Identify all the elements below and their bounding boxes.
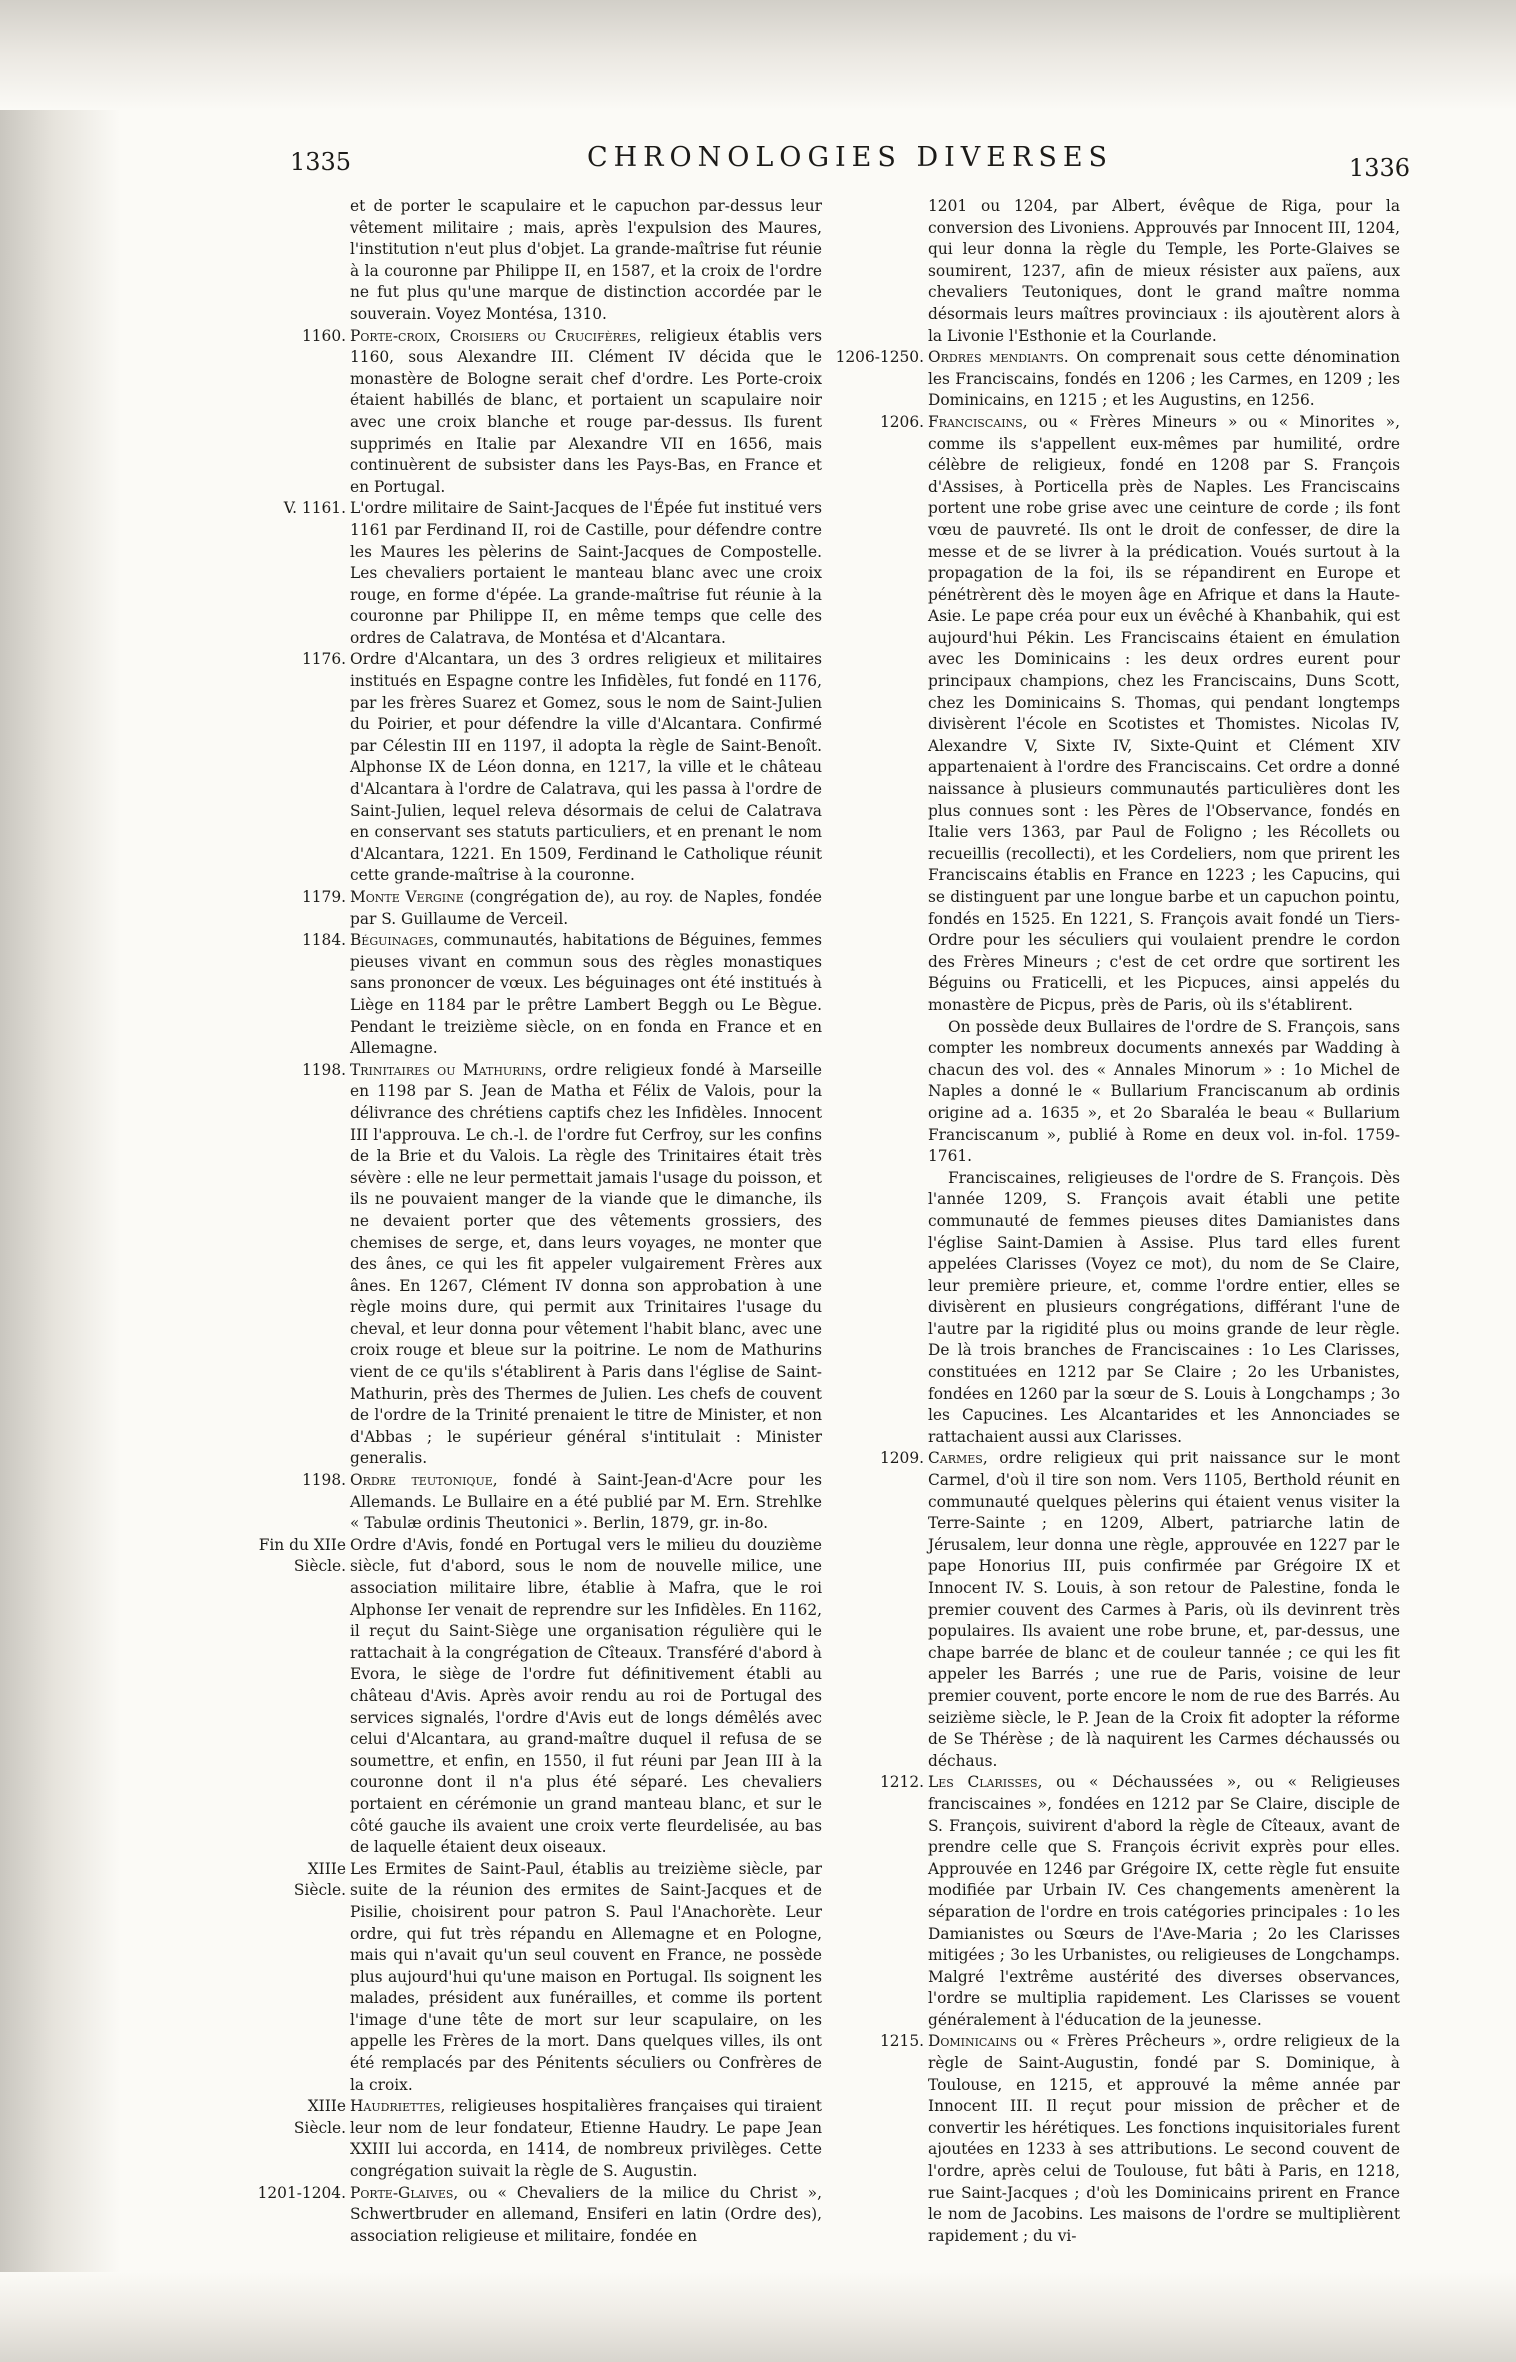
page-number-right: 1336 (1348, 154, 1410, 182)
entry-date: XIIIe Siècle. (293, 2097, 346, 2137)
entry-text: Les Ermites de Saint-Paul, établis au treizième siècle, par suite de la réunion des ermites de Saint-Jacques et de Pisilie, choisirent pour patron S. Paul l'Anachorète. Leur ordre, qui fut très répandu en Allemagne et en Pologne, mais qui n'avait qu'un seul couvent en France, ne possède plus aujourd'hui qu'une maison en Portugal. Ils soignent les malades, président aux funérailles, et comme ils portent l'image d'une tête de mort sur leur scapulaire, on les appelle les Frères de la mort. Dans quelques villes, ils ont été remplacés par des Pénitents séculiers ou Confrères de la croix. (350, 1859, 822, 2094)
chronology-entry (292, 1470, 822, 1535)
chronology-entry (292, 1060, 822, 1470)
entry-date: 1176. (301, 650, 346, 669)
entry-text: religieux établis vers 1160, sous Alexandre III. Clément IV décida que le monastère de Bologne serait chef d'ordre. Les Porte-croix étaient habillés de blanc, et portaient un scapulaire noir avec une croix blanche et rouge par-dessus. Ils furent supprimés en Italie par Alexandre VII en 1656, mais continuèrent de subsister dans les Pays-Bas, en France et en Portugal. (350, 326, 822, 496)
chronology-entry (292, 649, 822, 887)
page-number-left: 1335 (290, 148, 352, 176)
entry-heading: Ordre teutonique, (350, 1471, 498, 1490)
paragraph: On possède deux Bullaires de l'ordre de S. François, sans compter les nombreux documents annexés par Wadding à chacun des vol. des « Annales Minorum » : 1o Michel de Naples a donné le « Bullarium Franciscanum ab ordinis origine ad a. 1635 », et 2o Sbaraléa le beau « Bullarium Franciscanum », publié à Rome en deux vol. in-fol. 1759-1761. (928, 1017, 1400, 1166)
scan-edge-top (0, 0, 1516, 110)
entry-date: 1212. (879, 1773, 924, 1792)
continuation-text: et de porter le scapulaire et le capuchon par-dessus leur vêtement militaire ; mais, après l'expulsion des Maures, l'institution n'eut plus d'objet. La grande-maîtrise fut réunie à la couronne par Philippe II, en 1587, et la croix de l'ordre ne fut plus qu'une marque de distinction accordée par le souverain. Voyez Montésa, 1310. (350, 197, 822, 323)
left-column (257, 196, 822, 2247)
entry-heading: Haudriettes, (350, 2097, 446, 2116)
entry-text: Ordre d'Avis, fondé en Portugal vers le milieu du douzième siècle, fut d'abord, sous le nom de nouvelle milice, une association militaire libre, établie à Mafra, que le roi Alphonse Ier venait de reprendre sur les Infidèles. En 1162, il reçut du Saint-Siège une organisation régulière qui le rattachait à la congrégation de Cîteaux. Transféré d'abord à Evora, le siège de l'ordre fut définitivement établi au château d'Avis. Après avoir rendu au roi de Portugal des services signalés, l'ordre d'Avis eut de longs démêlés avec celui d'Alcantara, au grand-maître duquel il refusa de se soumettre, et enfin, en 1550, il fut réuni par Jean III à la couronne dont il n'a plus été séparé. Les chevaliers portaient en cérémonie un grand manteau blanc, et sur le côté gauche ils avaient une croix verte fleurdelisée, au bas de laquelle étaient deux oiseaux. (350, 1535, 822, 1857)
entry-text: ou « Chevaliers de la milice du Christ », Schwertbruder en allemand, Ensiferi en latin (Ordre des), association religieuse et militaire, fondée en (350, 2183, 822, 2245)
entry-text: fondé à Saint-Jean-d'Acre pour les Allemands. Le Bullaire en a été publié par M. Ern. Strehlke « Tabulæ ordinis Theutonici ». Berlin, 1879, gr. in-8o. (350, 1471, 822, 1533)
entry-heading: Les Clarisses, (928, 1773, 1043, 1792)
entry-date: 1206-1250. (835, 348, 924, 367)
paragraph: Franciscaines, religieuses de l'ordre de S. François. Dès l'année 1209, S. François avait établi une petite communauté de femmes pieuses dites Damianistes dans l'église Saint-Damien à Assise. Plus tard elles furent appelées Clarisses (Voyez ce mot), du nom de Se Claire, leur première prieure, et, comme l'ordre entier, elles se divisèrent en plusieurs congrégations, différant l'une de l'autre par la rigidité plus ou moins grande de leur règle. De là trois branches de Franciscaines : 1o Les Clarisses, constituées en 1212 par Se Claire ; 2o les Urbanistes, fondées en 1260 par la sœur de S. Louis à Longchamps ; 3o les Capucines. Les Alcantarides et les Annonciades se rattachaient aussi aux Clarisses. (928, 1168, 1400, 1446)
entry-date: 1209. (879, 1449, 924, 1468)
entry-date: 1198. (301, 1060, 346, 1079)
continuation-text: 1201 ou 1204, par Albert, évêque de Riga, pour la conversion des Livoniens. Approuvés par Innocent III, 1204, qui leur donna la règle du Temple, les Porte-Glaives se soumirent, 1237, afin de mieux résister aux païens, aux chevaliers Teutoniques, dont le grand maître nomma désormais leurs maîtres provinciaux : ils ajoutèrent alors à la Livonie l'Esthonie et la Courlande. (928, 197, 1400, 345)
chronology-entry (292, 930, 822, 1060)
entry-list (870, 1448, 1400, 2247)
entry-list (835, 347, 1400, 1016)
entry-heading: Ordres mendiants. (928, 348, 1069, 367)
entry-text: communautés, habitations de Béguines, femmes pieuses vivant en commun sous des règles monastiques sans prononcer de vœux. Les béguinages ont été institués à Liège en 1184 par le prêtre Lambert Beggh ou Le Bègue. Pendant le treizième siècle, on en fonda en France et en Allemagne. (350, 931, 822, 1058)
entry-text: ou « Déchaussées », ou « Religieuses franciscaines », fondées en 1212 par Se Claire, disciple de S. François, suivirent d'abord la règle de Cîteaux, avant de prendre celle que S. François écrivit exprès pour elles. Approuvée en 1246 par Grégoire IX, cette règle fut ensuite modifiée par Urbain IV. Ces changements amenèrent la séparation de l'ordre en trois catégories principales : 1o les Damianistes ou Sœurs de l'Ave-Maria ; 2o les Clarisses mitigées ; 3o les Urbanistes, ou religieuses de Longchamps. Malgré l'extrême austérité des diverses observances, l'ordre se multiplia rapidement. Les Clarisses se vouent généralement à l'éducation de la jeunesse. (928, 1773, 1400, 2029)
scan-edge-left (0, 0, 120, 2362)
entry-text: religieuses hospitalières françaises qui tiraient leur nom de leur fondateur, Etienne Haudry. Le pape Jean XXIII lui accorda, en 1414, de nombreux privilèges. Cette congrégation suivait la règle de S. Augustin. (350, 2097, 822, 2181)
entry-text: (congrégation de), au roy. de Naples, fondée par S. Guillaume de Verceil. (350, 888, 822, 928)
entry-date: V. 1161. (283, 499, 346, 518)
entry-heading: Porte-Glaives, (350, 2183, 459, 2202)
chronology-entry (870, 2031, 1400, 2247)
entry-text: ordre religieux qui prit naissance sur le mont Carmel, d'où il tire son nom. Vers 1105, Berthold réunit en communauté quelques pèlerins qui étaient venus visiter la Terre-Sainte ; en 1209, Albert, patriarche latin de Jérusalem, leur donna une règle, approuvée en 1227 par le pape Honorius III, puis confirmée par Grégoire IX et Innocent IV. S. Louis, à son retour de Palestine, fonda le premier couvent des Carmes à Paris, où ils devinrent très populaires. Ils avaient une robe brune, et, par-dessus, une chape barrée de blanc et de couleur tannée ; ce qui les fit appeler les Barrés ; une rue de Paris, voisine de leur premier couvent, porte encore le nom de rue des Barrés. Au seizième siècle, le P. Jean de la Croix fit adopter la réforme de Se Thérèse ; de là naquirent les Carmes déchaussés ou déchaus. (928, 1449, 1400, 1770)
chronology-entry (870, 412, 1400, 1017)
entry-text: ou « Frères Mineurs » ou « Minorites », comme ils s'appellent eux-mêmes par humilité, ordre célèbre de religieux, fondé en 1208 par S. François d'Assises, à Porticella près de Naples. Les Franciscains portent une robe grise avec une ceinture de corde ; ils font vœu de pauvreté. Ils ont le droit de confesser, de dire la messe et de se livrer à la prédication. Voués surtout à la propagation de la foi, ils se répandirent en Europe et pénétrèrent dès le moyen âge en Afrique et dans la Haute-Asie. Le pape créa pour eux un évêché à Khanbahik, qui est aujourd'hui Pékin. Les Franciscains étaient en émulation avec les Dominicains : les deux ordres eurent pour principaux champions, chez les Franciscains, Duns Scott, chez les Dominicains S. Thomas, qui pendant longtemps divisèrent l'école en Scotistes et Thomistes. Nicolas IV, Alexandre V, Sixte IV, Sixte-Quint et Clément XIV appartenaient à l'ordre des Franciscains. Cet ordre a donné naissance à plusieurs communautés particulières dont les plus connues sont : les Pères de l'Observance, fondés en Italie vers 1363, par Paul de Foligno ; les Récollets ou recueillis (recollecti), et les Cordeliers, nom que prirent les Franciscains établis en France en 1223 ; les Capucins, qui se distinguent par une longue barbe et un capuchon pointu, fondés en 1525. En 1221, S. François avait fondé un Tiers-Ordre pour les séculiers qui voulaient prendre le cordon des Frères Mineurs ; c'est de cet ordre que sortirent les Béguins ou Fraticelli, et les Picpuces, ainsi appelés du monastère de Picpus, près de Paris, où ils s'établirent. (928, 412, 1400, 1014)
entry-text: On comprenait sous cette dénomination les Franciscains, fondés en 1206 ; les Carmes, en 1209 ; les Dominicains, en 1215 ; et les Augustins, en 1256. (928, 348, 1400, 410)
entry-heading: Porte-croix, Croisiers ou Crucifères, (350, 326, 642, 345)
scan-edge-bottom (0, 2272, 1516, 2362)
entry-heading: Franciscains, (928, 412, 1028, 431)
entry-text: ordre religieux fondé à Marseille en 1198 par S. Jean de Matha et Félix de Valois, pour la délivrance des chrétiens captifs chez les Infidèles. Innocent III l'approuva. Le ch.-l. de l'ordre fut Cerfroy, sur les confins de la Brie et du Valois. La règle des Trinitaires était très sévère : elle ne leur permettait jamais l'usage du poisson, et ils ne pouvaient manger de la viande que le dimanche, ils ne devaient porter que des vêtements grossiers, des chemises de serge, et, dans leurs voyages, ne monter que des ânes, ce qui les fit appeler vulgairement Frères aux ânes. En 1267, Clément IV donna son approbation à une règle moins dure, qui permit aux Trinitaires l'usage du cheval, et leur donna pour vêtement l'habit blanc, avec une croix rouge et bleue sur la poitrine. Le nom de Mathurins vient de ce qu'ils s'établirent à Paris dans l'église de Saint-Mathurin, près des Thermes de Julien. Les chefs de couvent de l'ordre de la Trinité prenaient le titre de Minister, et non d'Abbas ; le supérieur général s'intitulait : Minister generalis. (350, 1060, 822, 1468)
entry-heading: Carmes, (928, 1449, 988, 1468)
entry-text: L'ordre militaire de Saint-Jacques de l'Épée fut institué vers 1161 par Ferdinand II, roi de Castille, pour défendre contre les Maures les pèlerins de Saint-Jacques de Compostelle. Les chevaliers portaient le manteau blanc avec une croix rouge, en forme d'épée. La grande-maîtrise fut réunie à la couronne par Philippe II, en même temps que celle des ordres de Calatrava, de Montésa et d'Alcantara. (350, 499, 822, 647)
chronology-entry (283, 498, 822, 649)
entry-heading: Monte Vergine (350, 888, 464, 906)
entry-date: 1198. (301, 1471, 346, 1490)
chronology-entry (257, 2183, 822, 2248)
chronology-entry (292, 2096, 822, 2182)
page-header (290, 142, 1410, 182)
entry-date: 1160. (301, 326, 346, 345)
chronology-entry (292, 887, 822, 930)
running-title: CHRONOLOGIES DIVERSES (586, 142, 1114, 173)
entry-text: Ordre d'Alcantara, un des 3 ordres religieux et militaires institués en Espagne contre les Infidèles, fut fondé en 1176, par les frères Suarez et Gomez, sous le nom de Saint-Julien du Poirier, et pour défendre la ville d'Alcantara. Confirmé par Célestin III en 1197, il adopta la règle de Saint-Benoît. Alphonse IX de Léon donna, en 1217, la ville et le château d'Alcantara à l'ordre de Calatrava, qui les passa à l'ordre de Saint-Julien, lequel releva désormais de celui de Calatrava en conservant ses statuts particuliers, et en prenant le nom d'Alcantara, 1221. En 1509, Ferdinand le Catholique réunit cette grande-maîtrise à la couronne. (350, 650, 822, 885)
entry-heading: Béguinages, (350, 931, 439, 950)
entry-list (257, 326, 822, 2248)
entry-heading: Trinitaires ou Mathurins, (350, 1060, 547, 1079)
entry-date: 1215. (879, 2032, 924, 2051)
chronology-entry (870, 1772, 1400, 2031)
entry-date: 1206. (879, 412, 924, 431)
entry-date: XIIIe Siècle. (293, 1859, 346, 1900)
chronology-entry (835, 347, 1400, 412)
chronology-entry (292, 1859, 822, 2097)
chronology-entry (292, 326, 822, 499)
entry-date: 1201-1204. (257, 2183, 346, 2202)
entry-heading: Dominicains (928, 2032, 1017, 2051)
chronology-entry (870, 1448, 1400, 1772)
entry-text: ou « Frères Prêcheurs », ordre religieux de la règle de Saint-Augustin, fondé par S. Dominique, à Toulouse, en 1215, et approuvé la même année par Innocent III. Il reçut pour mission de prêcher et de convertir les hérétiques. Les fonctions inquisitoriales furent ajoutées en 1233 à ses attributions. Le second couvent de l'ordre, après celui de Toulouse, fut bâti à Paris, en 1218, rue Saint-Jacques ; d'où les Dominicains prirent en France le nom de Jacobins. Les maisons de l'ordre se multiplièrent rapidement ; du vi- (928, 2032, 1400, 2245)
chronology-entry (258, 1535, 822, 1859)
entry-date: 1184. (301, 931, 346, 950)
entry-date: Fin du XIIe Siècle. (258, 1535, 346, 1576)
right-column (835, 196, 1400, 2247)
entry-date: 1179. (301, 888, 346, 906)
